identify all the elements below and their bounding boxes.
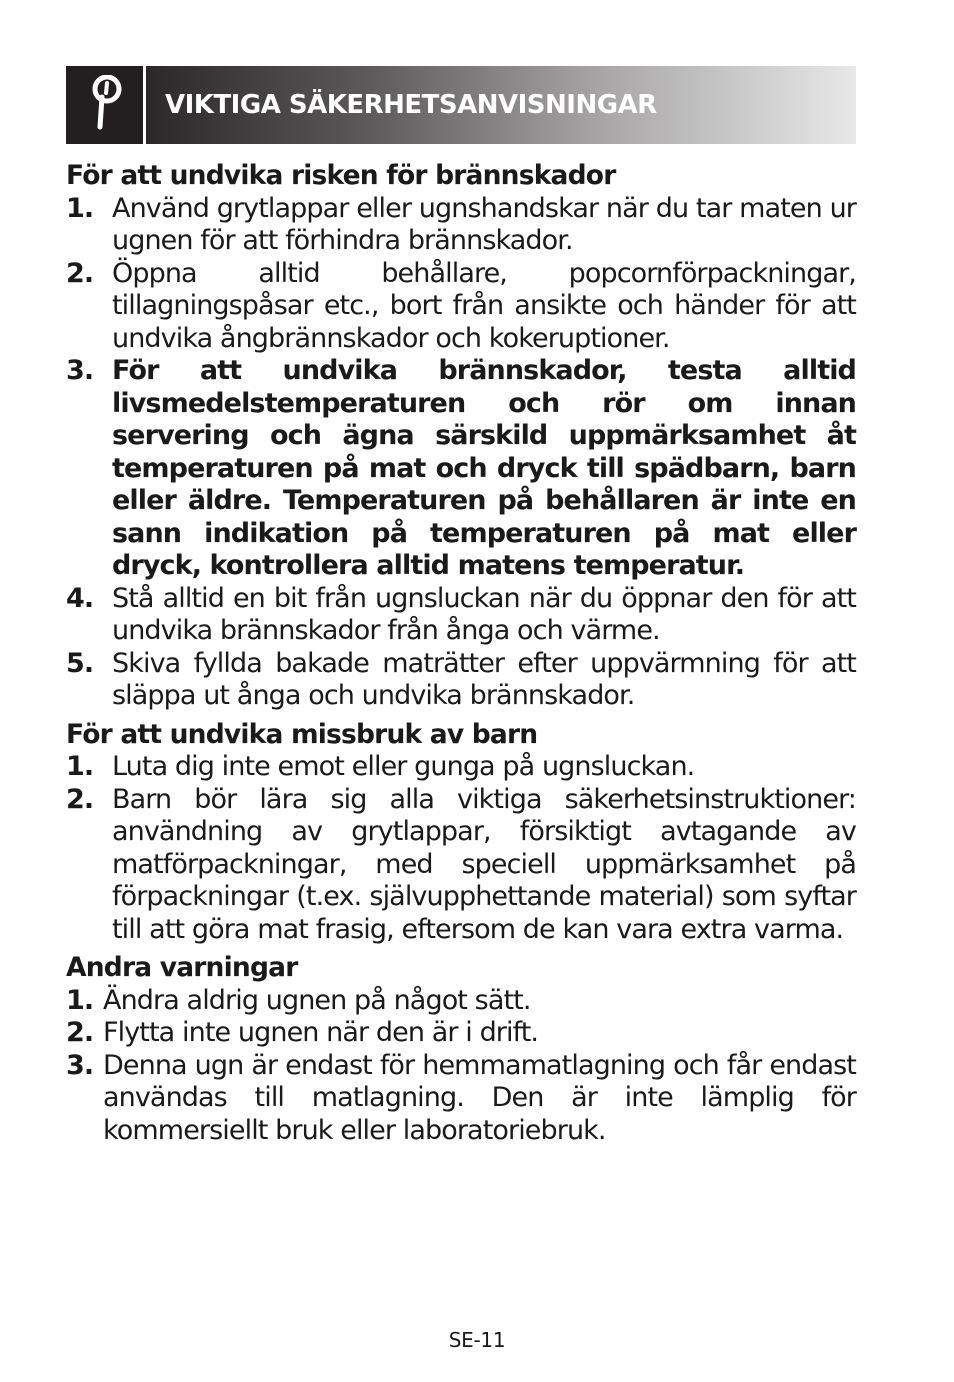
section-heading: För att undvika missbruk av barn [66, 718, 538, 750]
document-body [66, 160, 856, 1147]
item-text: Använd grytlappar eller ugnshandskar när du tar maten ur ugnen för att förhindra brännskador. [112, 192, 856, 256]
item-text-emphasis: För att undvika brännskador, testa alltid livsmedelstemperaturen och rör om innan servering och ägna särskild uppmärksamhet åt temperaturen på mat och dryck till spädbarn, barn eller äldre. Temperaturen på behållaren är inte en sann indikation på temperaturen på mat eller dryck, kontrollera alltid matens temperatur. [112, 355, 856, 581]
item-text: Denna ugn är endast för hemmamatlagning och får endast användas till matlagning. Den är inte lämplig för kommersiellt bruk eller laboratoriebruk. [103, 1049, 856, 1146]
section-heading: För att undvika risken för brännskador [66, 160, 616, 191]
section-burns [66, 160, 856, 713]
item-text: Stå alltid en bit från ugnsluckan när du öppnar den för att undvika brännskador från ånga och värme. [112, 582, 856, 646]
item-number: 3. [66, 1049, 94, 1081]
banner-icon-box [66, 66, 143, 144]
list-item [66, 193, 856, 258]
page-title: VIKTIGA SÄKERHETSANVISNINGAR [165, 90, 657, 120]
item-text: Öppna alltid behållare, popcornförpackningar, tillagningspåsar etc., bort från ansikte och händer för att undvika ångbrännskador och kokeruptioner. [112, 257, 856, 354]
item-number: 2. [66, 257, 94, 289]
item-number: 3. [66, 355, 94, 386]
list-item [66, 648, 856, 713]
list-item [66, 355, 856, 583]
item-text: Luta dig inte emot eller gunga på ugnsluckan. [112, 751, 695, 782]
list-item [66, 583, 856, 648]
list-item [66, 784, 856, 947]
item-text: Skiva fyllda bakade maträtter efter uppvärmning för att släppa ut ånga och undvika brännskador. [112, 647, 856, 711]
item-number: 1. [66, 751, 94, 782]
item-number: 5. [66, 647, 94, 679]
list-item [66, 258, 856, 356]
item-text: Flytta inte ugnen när den är i drift. [103, 1017, 539, 1048]
item-number: 2. [66, 1017, 94, 1048]
item-number: 4. [66, 582, 94, 614]
numbered-list [66, 193, 856, 713]
list-item [66, 1050, 856, 1148]
list-item [66, 985, 856, 1018]
section-heading: Andra varningar [66, 952, 298, 983]
numbered-list [66, 985, 856, 1148]
list-item [66, 751, 856, 784]
item-text: Ändra aldrig ugnen på något sätt. [103, 984, 531, 1016]
numbered-list [66, 751, 856, 946]
item-number: 1. [66, 192, 94, 224]
section-other-warnings [66, 952, 856, 1147]
list-item [66, 1017, 856, 1050]
item-number: 2. [66, 783, 94, 815]
section-children [66, 719, 856, 947]
page-number: SE-11 [448, 1328, 506, 1352]
banner-bar [146, 66, 856, 144]
exclamation-icon [88, 75, 122, 135]
item-text: Barn bör lära sig alla viktiga säkerhetsinstruktioner: användning av grytlappar, försiktigt avtagande av matförpackningar, med speciell uppmärksamhet på förpackningar (t.ex. självupphettande material) som syftar till att göra mat frasig, eftersom de kan vara extra varma. [112, 783, 856, 945]
item-number: 1. [66, 984, 94, 1016]
section-banner [66, 66, 856, 144]
